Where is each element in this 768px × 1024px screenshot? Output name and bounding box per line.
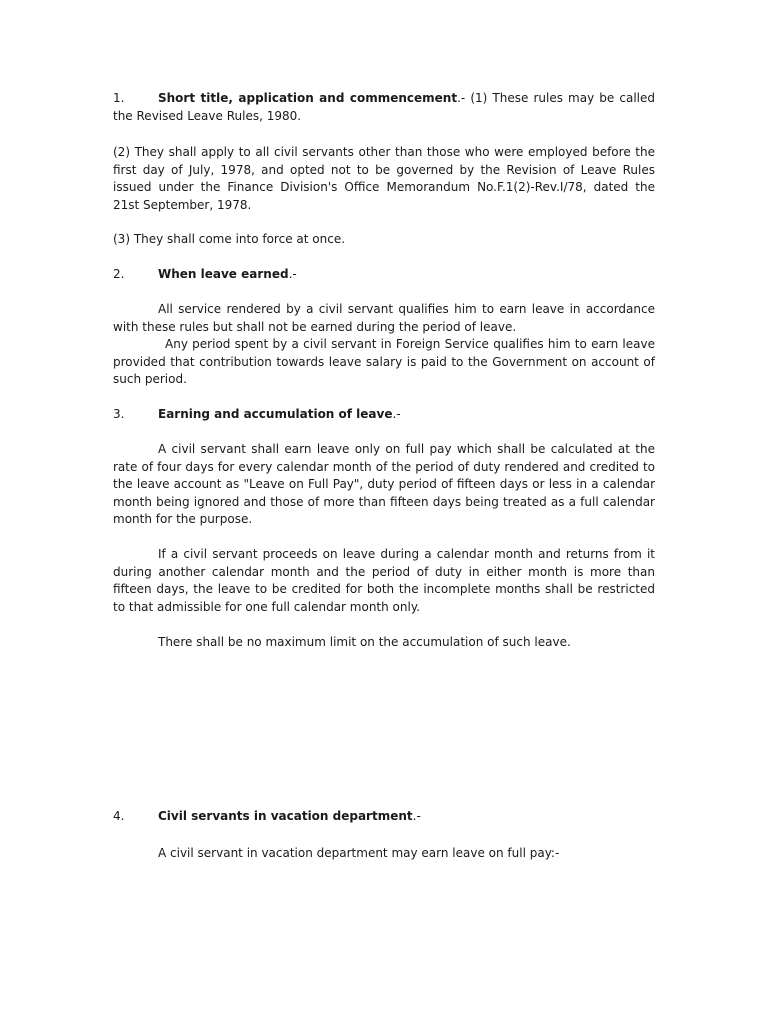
paragraph: Any period spent by a civil servant in Foreign Service qualifies him to earn leave provided that contribution towards leave salary is paid to the Government on account of such period. bbox=[113, 337, 655, 386]
section-title-suffix: .- bbox=[392, 407, 401, 421]
paragraph: (2) They shall apply to all civil servants other than those who were employed before the first day of July, 1978, and opted not to be governed by the Revision of Leave Rules issued under the Finance Division's Office Memorandum No.F.1(2)-Rev.I/78, dated the 21st September, 1978. bbox=[113, 145, 655, 212]
section-title: Short title, application and commencement bbox=[158, 91, 458, 105]
section-lead-text: (1) These rules may be called the Revised Leave Rules, 1980. bbox=[113, 91, 655, 123]
paragraph: If a civil servant proceeds on leave during a calendar month and returns from it during another calendar month and the period of duty in either month is more than fifteen days, the leave to be credited for both the incomplete months shall be restricted to that admissible for one full calendar month only. bbox=[113, 547, 655, 614]
section-2-heading bbox=[113, 266, 655, 284]
section-1-heading bbox=[113, 90, 655, 125]
paragraph: A civil servant in vacation department may earn leave on full pay:- bbox=[158, 846, 560, 860]
paragraph: A civil servant shall earn leave only on full pay which shall be calculated at the rate of four days for every calendar month of the period of duty rendered and credited to the leave account as "Leave on Full Pay", duty period of fifteen days or less in a calendar month being ignored and those of more than fifteen days being treated as a full calendar month for the purpose. bbox=[113, 442, 655, 526]
paragraph: All service rendered by a civil servant qualifies him to earn leave in accordance with these rules but shall not be earned during the period of leave. bbox=[113, 302, 655, 334]
paragraph: There shall be no maximum limit on the accumulation of such leave. bbox=[158, 635, 571, 649]
section-4-heading bbox=[113, 808, 655, 826]
section-number: 2. bbox=[113, 267, 125, 281]
section-title: Civil servants in vacation department bbox=[158, 809, 413, 823]
section-number: 1. bbox=[113, 91, 125, 105]
section-title-suffix: .- bbox=[288, 267, 297, 281]
section-number: 4. bbox=[113, 809, 125, 823]
section-title-suffix: .- bbox=[457, 91, 466, 105]
paragraph: (3) They shall come into force at once. bbox=[113, 232, 346, 246]
section-title: Earning and accumulation of leave bbox=[158, 407, 393, 421]
section-title: When leave earned bbox=[158, 267, 289, 281]
section-title-suffix: .- bbox=[412, 809, 421, 823]
section-3-heading bbox=[113, 406, 655, 424]
section-number: 3. bbox=[113, 407, 125, 421]
